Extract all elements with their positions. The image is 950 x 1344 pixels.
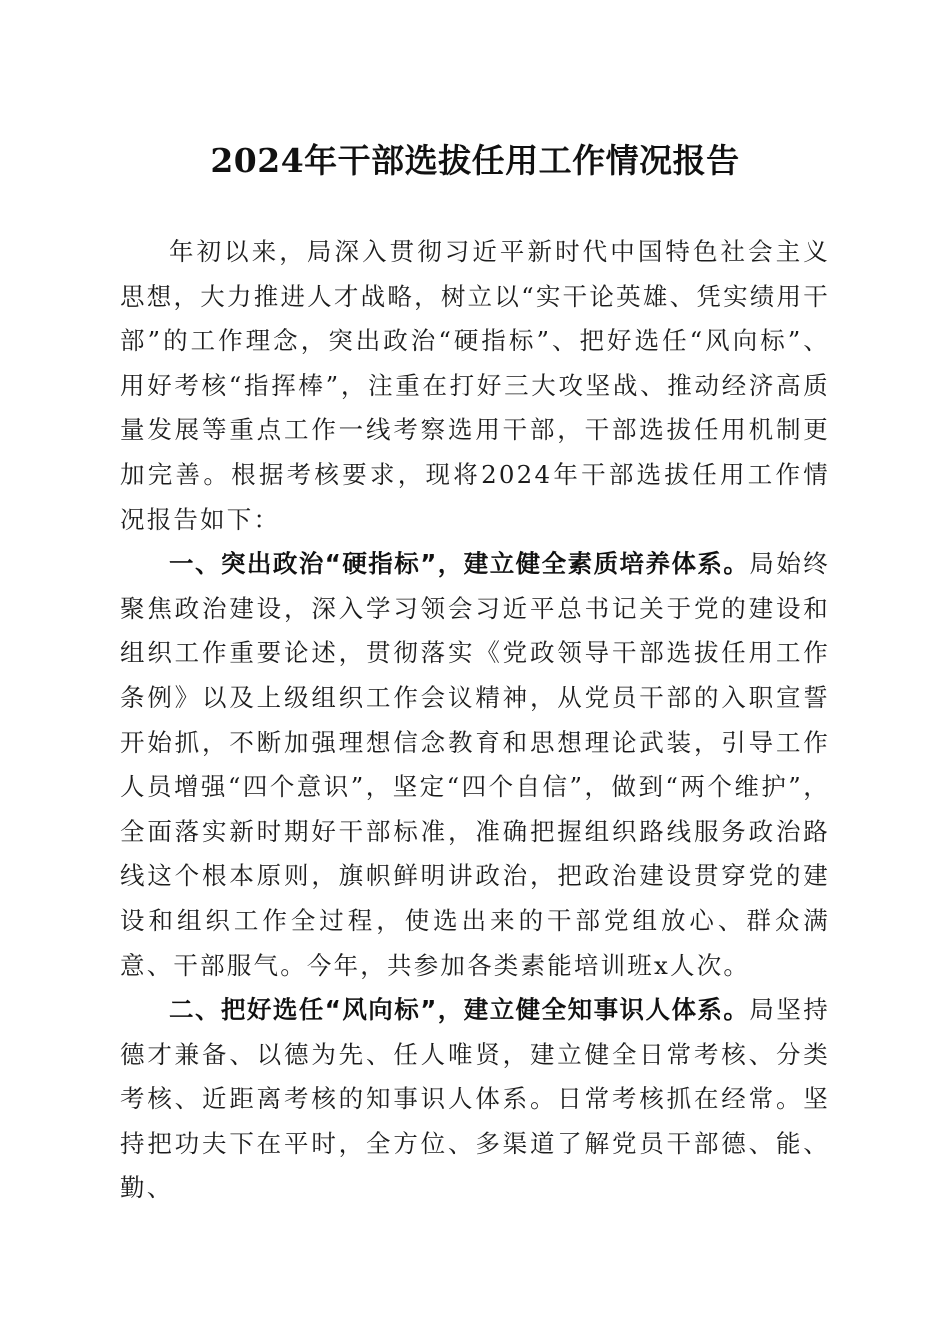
- paragraph-text: 局始终聚焦政治建设，深入学习领会习近平总书记关于党的建设和组织工作重要论述，贯彻落实《党政领导干部选拔任用工作条例》以及上级组织工作会议精神，从党员干部的入职宣誓开始抓，不断加强理想信念教育和思想理论武装，引导工作人员增强“四个意识”，坚定“四个自信”，做到“两个维护”，全面落实新时期好干部标准，准确把握组织路线服务政治路线这个根本原则，旗帜鲜明讲政治，把政治建设贯穿党的建设和组织工作全过程，使选出来的干部党组放心、群众满意、干部服气。今年，共参加各类素能培训班x人次。: [120, 549, 830, 980]
- paragraph-section-1: [120, 542, 830, 988]
- paragraph-section-2: [120, 988, 830, 1211]
- paragraph-heading: 二、把好选任“风向标”，建立健全知事识人体系。: [169, 995, 750, 1025]
- paragraph-text: 年初以来，局深入贯彻习近平新时代中国特色社会主义思想，大力推进人才战略，树立以“实干论英雄、凭实绩用干部”的工作理念，突出政治“硬指标”、把好选任“风向标”、用好考核“指挥棒”，注重在打好三大攻坚战、推动经济高质量发展等重点工作一线考察选用干部，干部选拔任用机制更加完善。根据考核要求，现将2024年干部选拔任用工作情况报告如下：: [120, 237, 830, 534]
- paragraph-text: 局坚持德才兼备、以德为先、任人唯贤，建立健全日常考核、分类考核、近距离考核的知事识人体系。日常考核抓在经常。坚持把功夫下在平时，全方位、多渠道了解党员干部德、能、勤、: [120, 995, 830, 1203]
- page-title: 2024年干部选拔任用工作情况报告: [210, 141, 740, 180]
- document-body: [120, 230, 830, 1211]
- paragraph-intro: [120, 230, 830, 542]
- paragraph-heading: 一、突出政治“硬指标”，建立健全素质培养体系。: [169, 549, 750, 579]
